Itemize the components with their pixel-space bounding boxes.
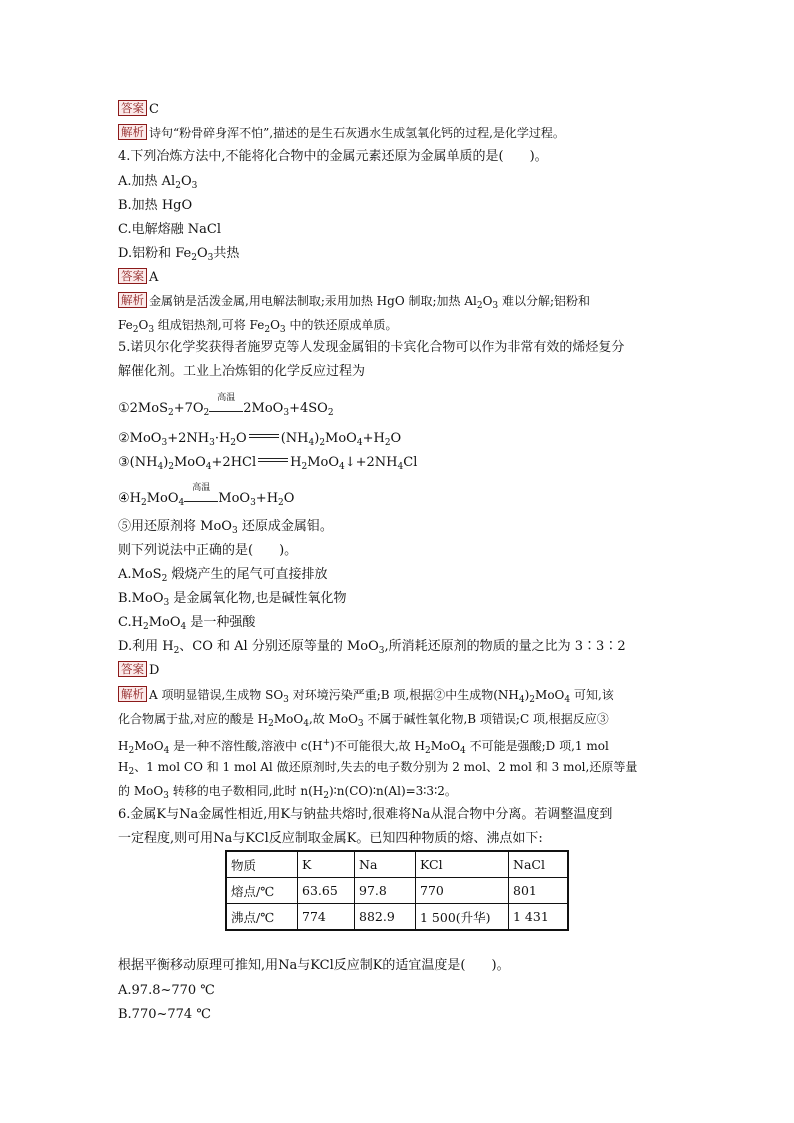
q5-analysis-line-4: $H_2$、1 mol CO 和 1 mol Al 做还原剂时,失去的电子数分别为 2 mol、2 mol 和 3 mol,还原等量	[118, 760, 638, 777]
q5-analysis-line-3: $H_2MoO_4$ 是一种不溶性酸,溶液中 c(H+)不可能很大,故 $H_2MoO_4$ 不可能是强酸;D 项,1 mol	[118, 738, 609, 756]
q5-answer: D	[149, 663, 160, 678]
q4-answer: A	[149, 270, 159, 285]
q5-reaction-3: $③(NH_4)_2MoO_4+2HCl$ $H_2MoO_4↓+2NH_4Cl$	[118, 455, 418, 472]
q5-question: 则下列说法中正确的是( )。	[118, 543, 298, 558]
table-cell: 801	[509, 878, 569, 904]
table-cell: 97.8	[355, 878, 416, 904]
q3-analysis: 诗句“粉骨碎身浑不怕”,描述的是生石灰遇水生成氢氧化钙的过程,是化学过程。	[149, 126, 565, 140]
answer-tag: 答案	[118, 661, 147, 677]
q5-reaction-2: $②MoO_3+2NH_3\cdot H_2O$ $(NH_4)_2MoO_4+H_2O$	[118, 431, 402, 448]
q5-reaction-5: ⑤用还原剂将 MoO$_3$ 还原成金属钼。	[118, 519, 333, 536]
q5-option-d: D.利用 $H_2$、CO 和 Al 分别还原等量的 MoO$_3$,所消耗还原剂的物质的量之比为 3∶3∶2	[118, 639, 626, 656]
q5-option-b: B.MoO$_3$ 是金属氧化物,也是碱性氧化物	[118, 591, 347, 608]
q5-option-c: $C.H_2MoO_4$ 是一种强酸	[118, 615, 256, 632]
table-header-row	[226, 851, 568, 878]
table-cell: 882.9	[355, 904, 416, 931]
q6-stem-1: 6.金属K与Na金属性相近,用K与钠盐共熔时,很难将Na从混合物中分离。若调整温度到	[118, 807, 613, 822]
q6-option-b: B.770~774 ℃	[118, 1007, 211, 1022]
table-cell: 熔点/℃	[226, 878, 298, 904]
q5-answer-line	[118, 661, 159, 680]
q6-question: 根据平衡移动原理可推知,用Na与KCl反应制K的适宜温度是( )。	[118, 958, 510, 973]
q5-analysis-line-2: 化合物属于盐,对应的酸是 $H_2MoO_4$,故 MoO$_3$ 不属于碱性氧化物,B 项错误;C 项,根据反应③	[118, 712, 609, 729]
table-header-cell: NaCl	[509, 851, 569, 878]
q5-analysis-line-5: 的 MoO$_3$ 转移的电子数相同,此时 $n(H_2)∶n(CO)∶n(Al)=3∶3∶2$。	[118, 784, 457, 801]
q3-answer-line	[118, 100, 159, 119]
q5-reaction-1: $①2MoS_2+7O_2$ 高温 $2MoO_3+4SO_2$	[118, 393, 334, 418]
table-row	[226, 878, 568, 904]
q5-analysis-line-1: 解析 A 项明显错误,生成物 $SO_3$ 对环境污染严重;B 项,根据②中生成物$(NH_4)_2MoO_4$ 可知,该	[118, 686, 614, 709]
properties-table	[225, 850, 569, 931]
table-cell: 1 431	[509, 904, 569, 931]
q5-option-a: A.MoS$_2$ 煅烧产生的尾气可直接排放	[118, 567, 328, 584]
table-header-cell: Na	[355, 851, 416, 878]
table-header-cell: KCl	[416, 851, 509, 878]
table-cell: 774	[298, 904, 355, 931]
answer-tag: 答案	[118, 100, 147, 116]
q3-answer: C	[149, 102, 159, 117]
table-cell: 1 500(升华)	[416, 904, 509, 931]
q5-stem-1: 5.诺贝尔化学奖获得者施罗克等人发现金属钼的卡宾化合物可以作为非常有效的烯烃复分	[118, 340, 625, 355]
table-cell: 沸点/℃	[226, 904, 298, 931]
q4-option-c: C.电解熔融 NaCl	[118, 222, 221, 237]
table-header-cell: K	[298, 851, 355, 878]
analysis-tag: 解析	[118, 124, 147, 140]
q6-stem-2: 一定程度,则可用Na与KCl反应制取金属K。已知四种物质的熔、沸点如下:	[118, 831, 543, 846]
table-cell: 770	[416, 878, 509, 904]
q4-analysis-line-1: 解析 金属钠是活泼金属,用电解法制取;汞用加热 HgO 制取;加热 $Al_2O_3$ 难以分解;铝粉和	[118, 292, 590, 315]
table-header-cell: 物质	[226, 851, 298, 878]
q3-analysis-line	[118, 124, 565, 142]
q4-analysis-line-2: $Fe_2O_3$ 组成铝热剂,可将 $Fe_2O_3$ 中的铁还原成单质。	[118, 318, 398, 335]
table-row	[226, 904, 568, 931]
q4-option-b: B.加热 HgO	[118, 198, 193, 213]
q6-option-a: A.97.8~770 ℃	[118, 983, 215, 998]
q4-option-a: A.加热 $Al_2O_3$	[118, 174, 198, 191]
q4-answer-line	[118, 268, 158, 287]
analysis-tag: 解析	[118, 292, 147, 308]
q5-stem-2: 解催化剂。工业上冶炼钼的化学反应过程为	[118, 364, 366, 379]
q4-option-d: D.铝粉和 $Fe_2O_3$共热	[118, 246, 240, 263]
q5-reaction-4: $④H_2MoO_4$ 高温 $MoO_3+H_2O$	[118, 483, 295, 508]
table-cell: 63.65	[298, 878, 355, 904]
q4-stem: 4.下列冶炼方法中,不能将化合物中的金属元素还原为金属单质的是( )。	[118, 149, 548, 164]
answer-tag: 答案	[118, 268, 147, 284]
analysis-tag: 解析	[118, 686, 147, 702]
